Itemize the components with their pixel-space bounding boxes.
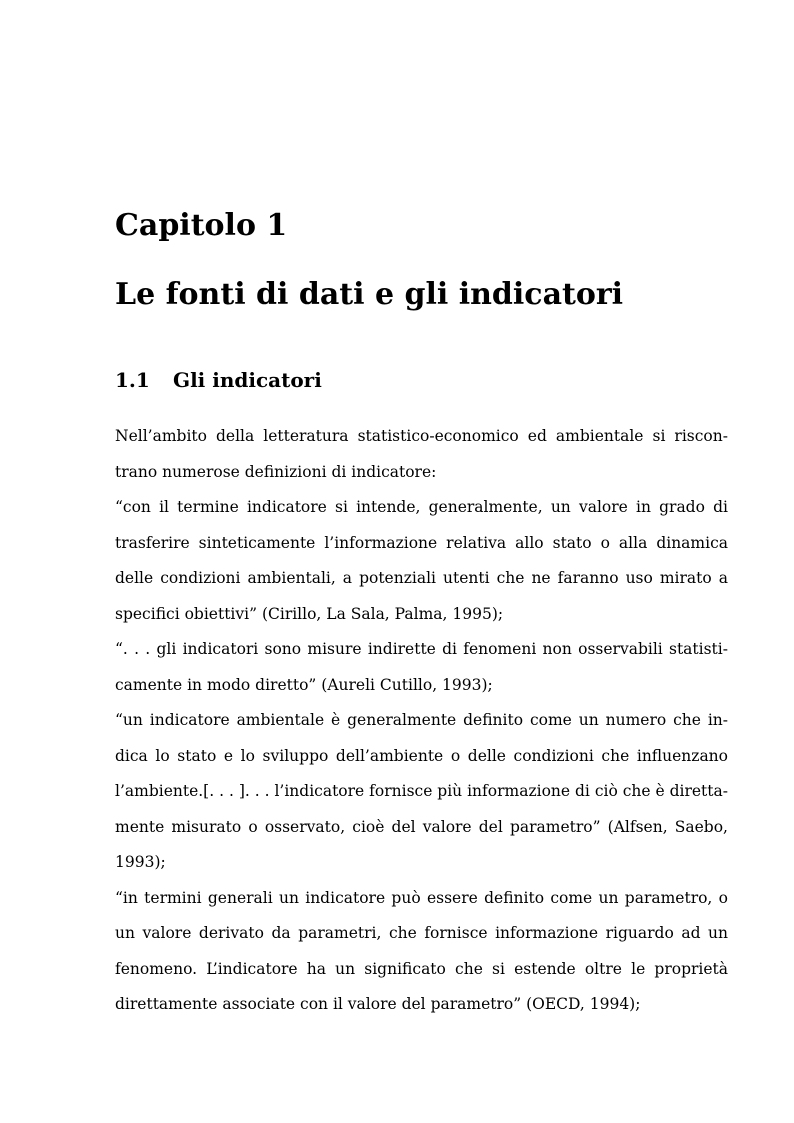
document-page bbox=[115, 0, 728, 1123]
body-line-1: Nell’ambito della letteratura statistico-economico ed ambientale si riscon- bbox=[115, 427, 728, 445]
body-line-5: delle condizioni ambientali, a potenziali utenti che ne faranno uso mirato a bbox=[115, 569, 728, 587]
body-line-8: camente in modo diretto” (Aureli Cutillo, 1993); bbox=[115, 675, 493, 694]
body-line-17: direttamente associate con il valore del parametro” (OECD, 1994); bbox=[115, 995, 641, 1013]
section-heading bbox=[115, 366, 322, 394]
body-line-3: “con il termine indicatore si intende, generalmente, un valore in grado di bbox=[115, 498, 728, 516]
body-line-11: l’ambiente.[. . . ]. . . l’indicatore fornisce più informazione di ciò che è diretta- bbox=[115, 782, 728, 800]
body-line-13: 1993); bbox=[115, 853, 166, 871]
section-title: Gli indicatori bbox=[173, 368, 322, 392]
body-line-10: dica lo stato e lo sviluppo dell’ambiente o delle condizioni che influenzano bbox=[115, 746, 728, 765]
body-line-14: “in termini generali un indicatore può essere definito come un parametro, o bbox=[115, 888, 728, 907]
body-text bbox=[115, 419, 728, 1023]
body-line-16: fenomeno. L’indicatore ha un significato che si estende oltre le proprietà bbox=[115, 959, 728, 978]
body-line-9: “un indicatore ambientale è generalmente definito come un numero che in- bbox=[115, 711, 728, 729]
chapter-title: Le fonti di dati e gli indicatori bbox=[115, 277, 624, 312]
body-line-4: trasferire sinteticamente l’informazione relativa allo stato o alla dinamica bbox=[115, 533, 728, 552]
body-line-15: un valore derivato da parametri, che fornisce informazione riguardo ad un bbox=[115, 924, 728, 942]
chapter-label: Capitolo 1 bbox=[115, 208, 288, 243]
body-line-7: “. . . gli indicatori sono misure indirette di fenomeni non osservabili statisti- bbox=[115, 640, 728, 658]
body-line-2: trano numerose definizioni di indicatore: bbox=[115, 462, 437, 481]
section-number: 1.1 bbox=[115, 368, 150, 392]
body-line-12: mente misurato o osservato, cioè del valore del parametro” (Alfsen, Saebo, bbox=[115, 817, 728, 836]
body-line-6: specifici obiettivi” (Cirillo, La Sala, Palma, 1995); bbox=[115, 604, 504, 623]
